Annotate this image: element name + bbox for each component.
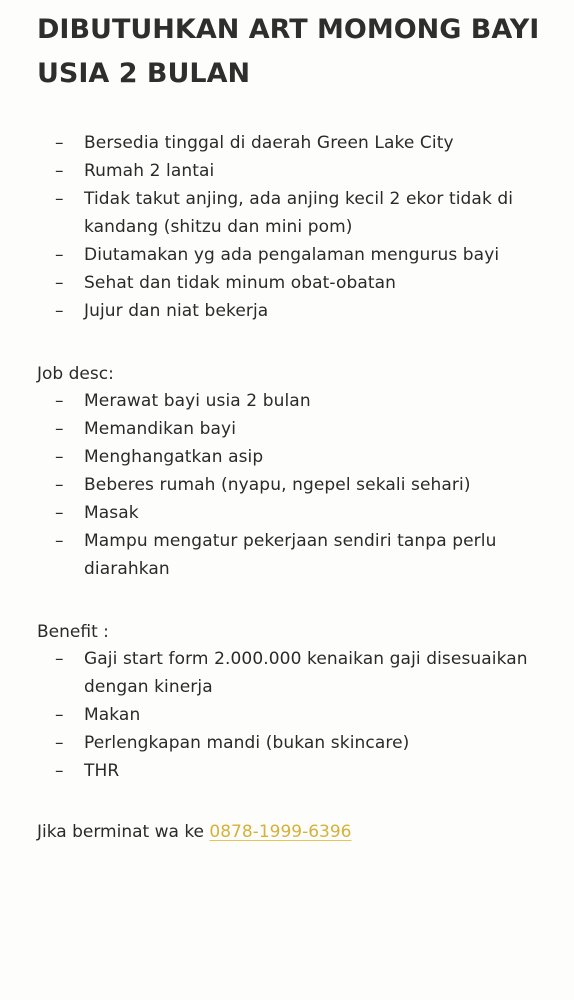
job-desc-item-text: Merawat bayi usia 2 bulan xyxy=(84,391,311,411)
job-desc-item xyxy=(0,387,574,415)
job-desc-list xyxy=(0,387,574,583)
requirement-item xyxy=(0,269,574,297)
requirement-item-text: Bersedia tinggal di daerah Green Lake City xyxy=(84,133,454,153)
benefit-item-text: Gaji start form 2.000.000 kenaikan gaji disesuaikan dengan kinerja xyxy=(84,649,528,697)
requirement-item xyxy=(0,129,574,157)
page-title: DIBUTUHKAN ART MOMONG BAYI USIA 2 BULAN xyxy=(37,14,540,89)
contact-line xyxy=(37,818,351,846)
benefit-item-text: Perlengkapan mandi (bukan skincare) xyxy=(84,733,410,753)
benefit-item xyxy=(0,729,574,757)
requirement-item xyxy=(0,297,574,325)
requirement-item xyxy=(0,185,574,241)
phone-link[interactable]: 0878-1999-6396 xyxy=(209,822,352,842)
benefit-item xyxy=(0,757,574,785)
job-desc-item xyxy=(0,471,574,499)
bullet-dash: – xyxy=(55,133,64,153)
job-desc-item-text: Memandikan bayi xyxy=(84,419,237,439)
requirement-item-text: Diutamakan yg ada pengalaman mengurus bayi xyxy=(84,245,500,265)
bullet-dash: – xyxy=(55,447,64,467)
bullet-dash: – xyxy=(55,649,64,669)
bullet-dash: – xyxy=(55,503,64,523)
benefit-item-text: Makan xyxy=(84,705,141,725)
bullet-dash: – xyxy=(55,705,64,725)
benefit-item xyxy=(0,701,574,729)
requirement-item-text: Jujur dan niat bekerja xyxy=(84,301,269,321)
contact-text: Jika berminat wa ke xyxy=(37,822,205,842)
job-desc-item xyxy=(0,415,574,443)
bullet-dash: – xyxy=(55,733,64,753)
bullet-dash: – xyxy=(55,189,64,209)
bullet-dash: – xyxy=(55,391,64,411)
job-desc-item xyxy=(0,443,574,471)
requirements-list xyxy=(0,129,574,325)
job-desc-item-text: Mampu mengatur pekerjaan sendiri tanpa perlu diarahkan xyxy=(84,531,497,579)
requirement-item-text: Tidak takut anjing, ada anjing kecil 2 ekor tidak di kandang (shitzu dan mini pom) xyxy=(84,189,514,237)
requirement-item-text: Sehat dan tidak minum obat-obatan xyxy=(84,273,397,293)
benefit-item xyxy=(0,645,574,701)
bullet-dash: – xyxy=(55,531,64,551)
job-desc-item-text: Beberes rumah (nyapu, ngepel sekali sehari) xyxy=(84,475,471,495)
job-desc-item-text: Masak xyxy=(84,503,139,523)
job-desc-item xyxy=(0,499,574,527)
job-desc-label: Job desc: xyxy=(37,364,114,384)
bullet-dash: – xyxy=(55,475,64,495)
bullet-dash: – xyxy=(55,245,64,265)
bullet-dash: – xyxy=(55,301,64,321)
requirement-item xyxy=(0,241,574,269)
bullet-dash: – xyxy=(55,761,64,781)
bullet-dash: – xyxy=(55,273,64,293)
job-desc-item-text: Menghangatkan asip xyxy=(84,447,264,467)
bullet-dash: – xyxy=(55,419,64,439)
bullet-dash: – xyxy=(55,161,64,181)
benefit-label: Benefit : xyxy=(37,622,109,642)
requirement-item xyxy=(0,157,574,185)
benefit-list xyxy=(0,645,574,785)
benefit-item-text: THR xyxy=(84,761,120,781)
requirement-item-text: Rumah 2 lantai xyxy=(84,161,215,181)
job-desc-item xyxy=(0,527,574,583)
